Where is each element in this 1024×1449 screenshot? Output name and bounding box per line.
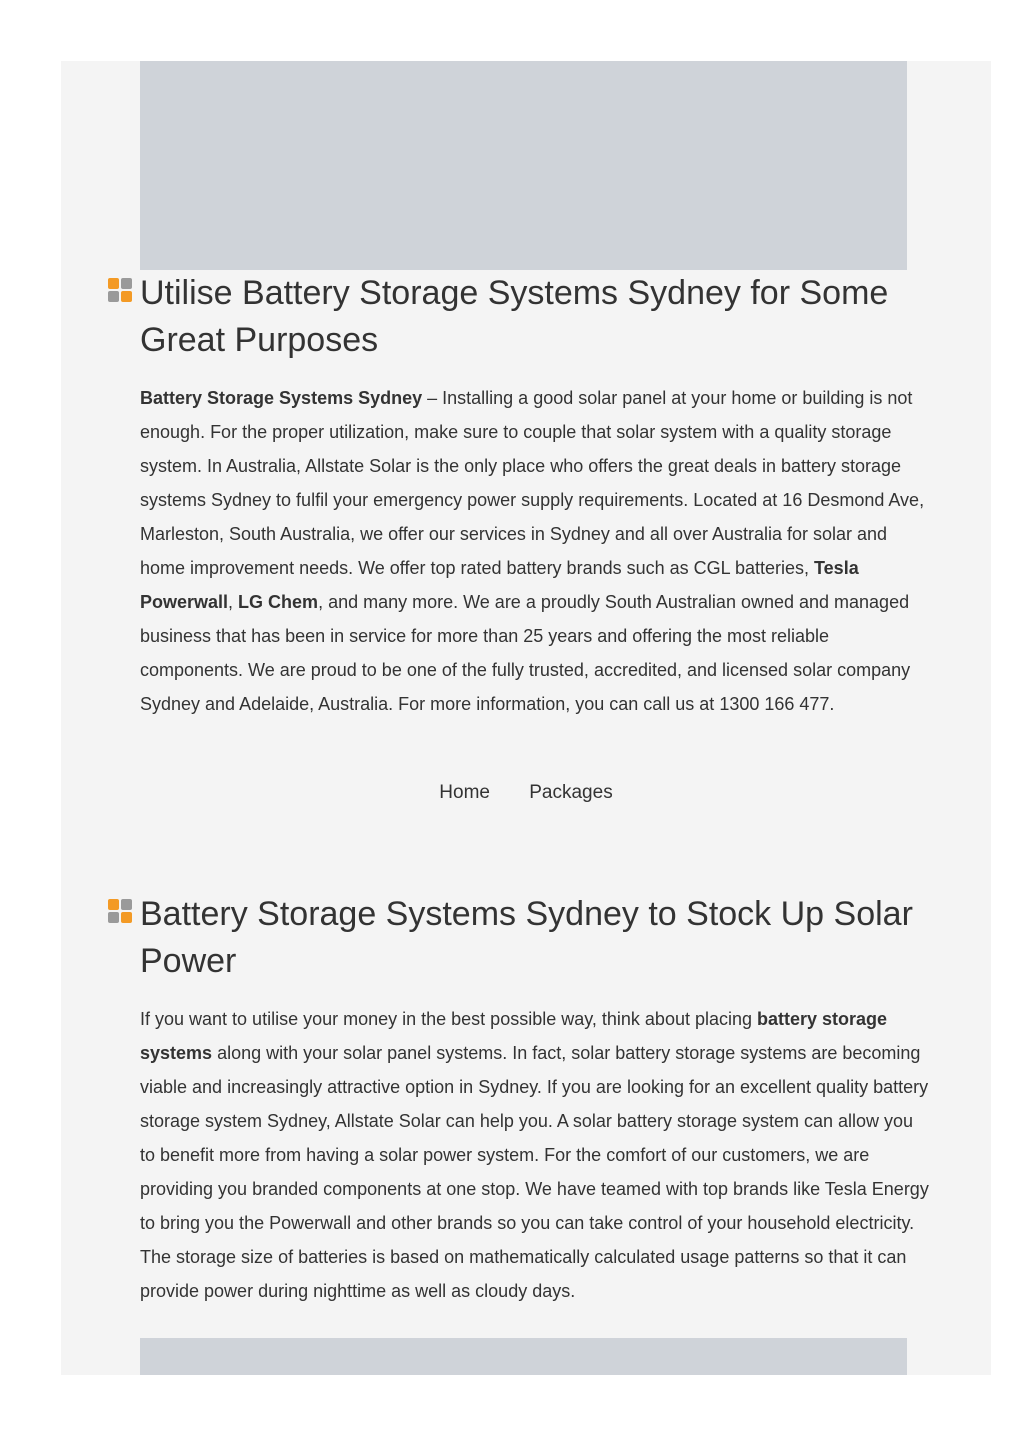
bold-lg-chem: LG Chem xyxy=(238,592,319,612)
section-heading-text: Battery Storage Systems Sydney to Stock Up Solar Power xyxy=(140,895,913,980)
section-utilise xyxy=(140,270,930,721)
bold-lead: Battery Storage Systems Sydney xyxy=(140,388,423,408)
section-paragraph: Battery Storage Systems Sydney – Installing a good solar panel at your home or building is not enough. For the proper utilization, make sure to couple that solar system with a quality storage system. In Australia, Allstate Solar is the only place who offers the great deals in battery storage systems Sydney to fulfil your emergency power supply requirements. Located at 16 Desmond Ave, Marleston, South Australia, we offer our services in Sydney and all over Australia for solar and home improvement needs. We offer top rated battery brands such as CGL batteries, Tesla Powerwall, LG Chem, and many more. We are a proudly South Australian owned and managed business that has been in service for more than 25 years and offering the most reliable components. We are proud to be one of the fully trusted, accredited, and licensed solar company Sydney and Adelaide, Australia. For more information, you can call us at 1300 166 477. xyxy=(140,388,925,714)
section-heading-text: Utilise Battery Storage Systems Sydney for Some Great Purposes xyxy=(140,274,889,359)
section-heading xyxy=(140,270,930,364)
bullet-squares-icon xyxy=(108,278,133,303)
section-stock-up xyxy=(140,891,930,1308)
bold-tesla-powerwall: Tesla Powerwall xyxy=(140,558,859,612)
section-heading xyxy=(140,891,930,985)
bottom-image-placeholder xyxy=(140,1338,907,1375)
bold-battery-storage-systems: battery storage systems xyxy=(140,1009,888,1063)
bullet-squares-icon xyxy=(108,899,133,924)
page xyxy=(61,61,991,1375)
nav-link-packages[interactable]: Packages xyxy=(529,782,613,803)
top-image-placeholder xyxy=(140,61,907,270)
footer-nav xyxy=(61,779,991,807)
nav-link-home[interactable]: Home xyxy=(439,782,490,803)
section-paragraph: If you want to utilise your money in the best possible way, think about placing battery storage systems along with your solar panel systems. In fact, solar battery storage systems are becoming viable and increasingly attractive option in Sydney. If you are looking for an excellent quality battery storage system Sydney, Allstate Solar can help you. A solar battery storage system can allow you to benefit more from having a solar power system. For the comfort of our customers, we are providing you branded components at one stop. We have teamed with top brands like Tesla Energy to bring you the Powerwall and other brands so you can take control of your household electricity. The storage size of batteries is based on mathematically calculated usage patterns so that it can provide power during nighttime as well as cloudy days. xyxy=(140,1009,929,1301)
